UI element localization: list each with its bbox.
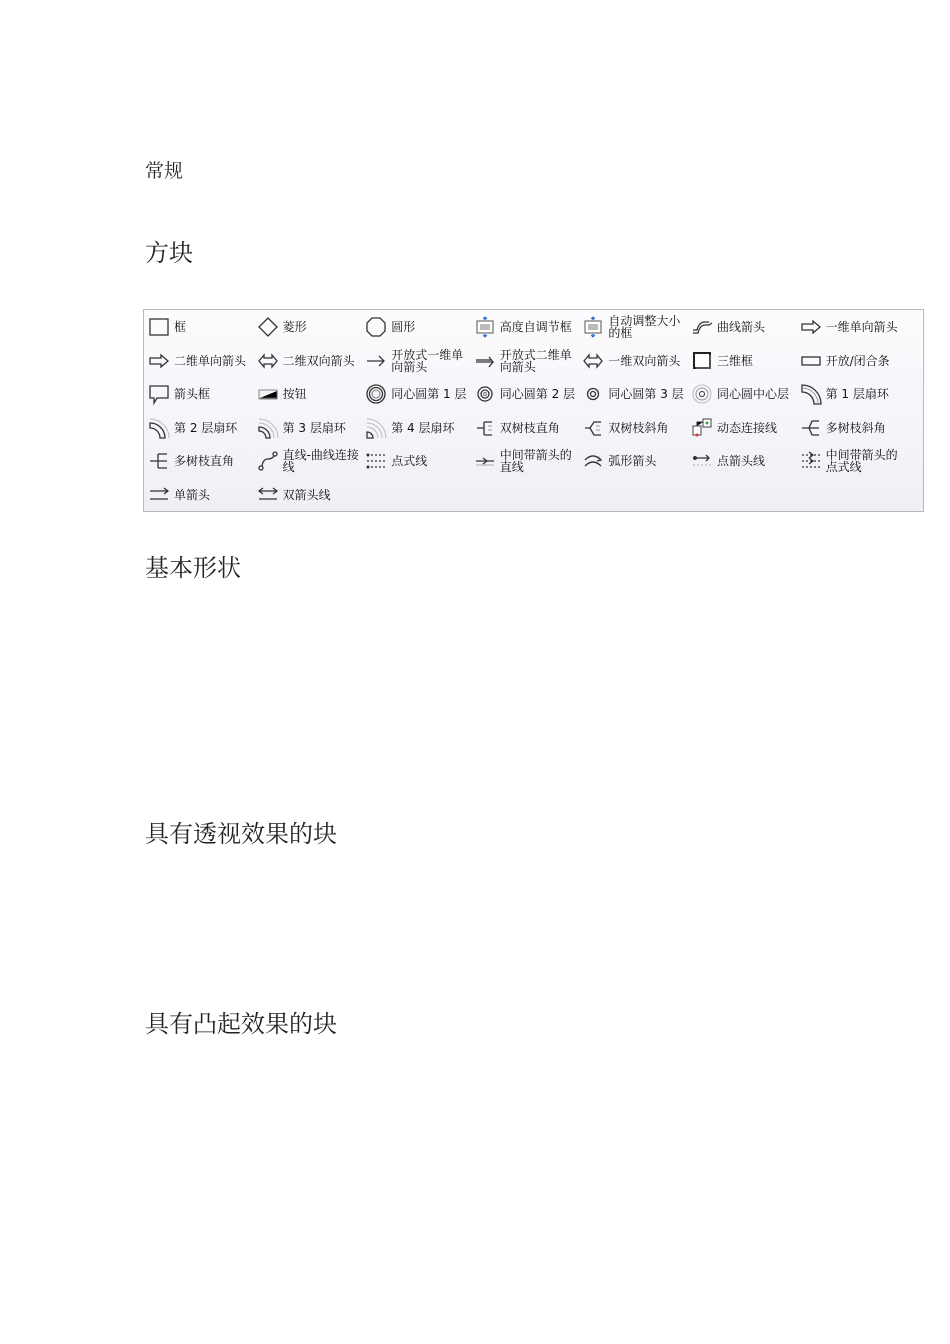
stencil-shape-callout-box[interactable] [148,379,256,409]
stencil-shape-circle[interactable] [365,312,473,342]
stencil-shape-auto-height-box[interactable] [474,312,582,342]
stencil-shape-open-1d-arrow[interactable] [365,346,473,376]
stencil-shape-label: 一维单向箭头 [825,320,898,334]
mid-arrow-line-icon [474,450,496,472]
stencil-shape-dot-arrow-line[interactable] [691,446,799,476]
stencil-shape-label: 点箭头线 [717,454,766,469]
stencil-shape-auto-size-box[interactable] [582,312,690,342]
open-close-bar-icon [800,350,822,372]
3d-box-icon [691,350,713,372]
sector-ring-3-icon [257,417,279,439]
stencil-shape-label: 同心圆中心层 [717,387,790,402]
stencil-shape-label: 第 2 层扇环 [174,420,238,435]
heading-perspective-blocks: 具有透视效果的块 [145,820,337,848]
stencil-shape-sector-ring-2[interactable] [148,413,256,443]
multi-branch-oblique-icon [800,417,822,439]
stencil-shape-box[interactable] [148,312,256,342]
stencil-shape-label: 中间带箭头的直线 [499,448,572,475]
heading-general: 常规 [145,160,184,182]
stencil-shape-label: 多树枝直角 [174,454,235,469]
stencil-shape-label: 二维双向箭头 [282,353,355,368]
diamond-icon [257,316,279,338]
2d-double-arrow-icon [257,350,279,372]
stencil-shape-label: 一维双向箭头 [608,353,681,368]
concentric-center-icon [691,383,713,405]
stencil-shape-multi-branch-right[interactable] [148,446,256,476]
heading-raised-blocks: 具有凸起效果的块 [145,1010,337,1038]
stencil-shape-single-arrow[interactable] [148,480,256,510]
stencil-shape-label: 二维单向箭头 [174,353,247,368]
callout-box-icon [148,383,170,405]
stencil-shape-dotted-line[interactable] [365,446,473,476]
stencil-shape-label: 开放式二维单向箭头 [499,347,572,374]
stencil-shape-mid-arrow-dotted[interactable] [800,446,908,476]
heading-blocks: 方块 [145,239,193,267]
auto-height-box-icon [474,316,496,338]
stencil-shape-label: 开放式一维单向箭头 [391,347,464,374]
stencil-shape-label: 双树枝斜角 [608,420,669,435]
stencil-shape-label: 箭头框 [174,387,211,402]
double-branch-oblique-icon [582,417,604,439]
stencil-shape-label: 弧形箭头 [608,454,657,469]
stencil-shape-label: 第 1 层扇环 [825,387,889,402]
stencil-shape-label: 多树枝斜角 [825,420,886,435]
stencil-shape-label: 曲线箭头 [717,320,766,334]
stencil-shape-label: 三维框 [717,353,754,368]
sector-ring-4-icon [365,417,387,439]
stencil-shape-multi-branch-oblique[interactable] [800,413,908,443]
stencil-shape-label: 圆形 [391,320,416,334]
stencil-shape-label: 自动调整大小的框 [608,314,681,340]
stencil-shape-label: 开放/闭合条 [825,353,890,368]
dotted-line-icon [365,450,387,472]
stencil-shape-concentric-circle-1[interactable] [365,379,473,409]
stencil-shape-concentric-center[interactable] [691,379,799,409]
concentric-circle-3-icon [582,383,604,405]
double-branch-right-icon [474,417,496,439]
1d-double-arrow-icon [582,350,604,372]
line-curve-connector-icon [257,450,279,472]
dynamic-connector-icon [691,417,713,439]
multi-branch-right-icon [148,450,170,472]
stencil-shape-sector-ring-3[interactable] [257,413,365,443]
stencil-shape-1d-double-arrow[interactable] [582,346,690,376]
stencil-shape-open-2d-arrow[interactable] [474,346,582,376]
dot-arrow-line-icon [691,450,713,472]
circle-icon [365,316,387,338]
double-arrow-line-icon [257,484,279,506]
box-icon [148,316,170,338]
stencil-shape-label: 框 [174,320,187,334]
stencil-shape-concentric-circle-3[interactable] [582,379,690,409]
stencil-shape-arc-arrow[interactable] [582,446,690,476]
concentric-circle-1-icon [365,383,387,405]
stencil-shape-label: 双树枝直角 [499,420,560,435]
open-2d-arrow-icon [474,350,496,372]
arc-arrow-icon [582,450,604,472]
stencil-shape-diamond[interactable] [257,312,365,342]
open-1d-arrow-icon [365,350,387,372]
stencil-shape-label: 同心圆第 2 层 [499,387,576,402]
stencil-shape-2d-double-arrow[interactable] [257,346,365,376]
shapes-stencil-panel [143,309,924,512]
stencil-shape-label: 同心圆第 1 层 [391,387,467,402]
stencil-shape-label: 第 4 层扇环 [391,420,455,435]
stencil-shape-3d-box[interactable] [691,346,799,376]
mid-arrow-dotted-icon [800,450,822,472]
stencil-shape-label: 单箭头 [174,488,211,502]
stencil-shape-label: 中间带箭头的点式线 [825,448,898,475]
stencil-shape-label: 菱形 [282,320,307,334]
single-arrow-icon [148,484,170,506]
stencil-shape-curved-arrow[interactable] [691,312,799,342]
button-icon [257,383,279,405]
stencil-shape-label: 点式线 [391,454,428,469]
stencil-shape-concentric-circle-2[interactable] [474,379,582,409]
stencil-shape-label: 按钮 [282,387,307,402]
stencil-shape-open-close-bar[interactable] [800,346,908,376]
auto-size-box-icon [582,316,604,338]
2d-single-arrow-icon [148,350,170,372]
stencil-shape-label: 直线-曲线连接线 [282,448,359,475]
curved-arrow-icon [691,316,713,338]
stencil-shape-label: 第 3 层扇环 [282,420,346,435]
stencil-shape-double-branch-right[interactable] [474,413,582,443]
heading-basic-shapes: 基本形状 [145,554,241,582]
stencil-shape-2d-single-arrow[interactable] [148,346,256,376]
stencil-shape-double-branch-oblique[interactable] [582,413,690,443]
stencil-shape-label: 双箭头线 [282,488,331,502]
sector-ring-1-icon [800,383,822,405]
stencil-shape-line-curve-connector[interactable] [257,446,365,476]
stencil-shape-label: 高度自调节框 [499,320,572,334]
1d-single-arrow-icon [800,316,822,338]
stencil-shape-dynamic-connector[interactable] [691,413,799,443]
concentric-circle-2-icon [474,383,496,405]
stencil-shape-double-arrow-line[interactable] [257,480,365,510]
stencil-shape-button[interactable] [257,379,365,409]
stencil-shape-sector-ring-4[interactable] [365,413,473,443]
stencil-shape-sector-ring-1[interactable] [800,379,908,409]
stencil-shape-1d-single-arrow[interactable] [800,312,908,342]
sector-ring-2-icon [148,417,170,439]
stencil-shape-label: 同心圆第 3 层 [608,387,684,402]
stencil-shape-label: 动态连接线 [717,420,778,435]
stencil-shape-mid-arrow-line[interactable] [474,446,582,476]
